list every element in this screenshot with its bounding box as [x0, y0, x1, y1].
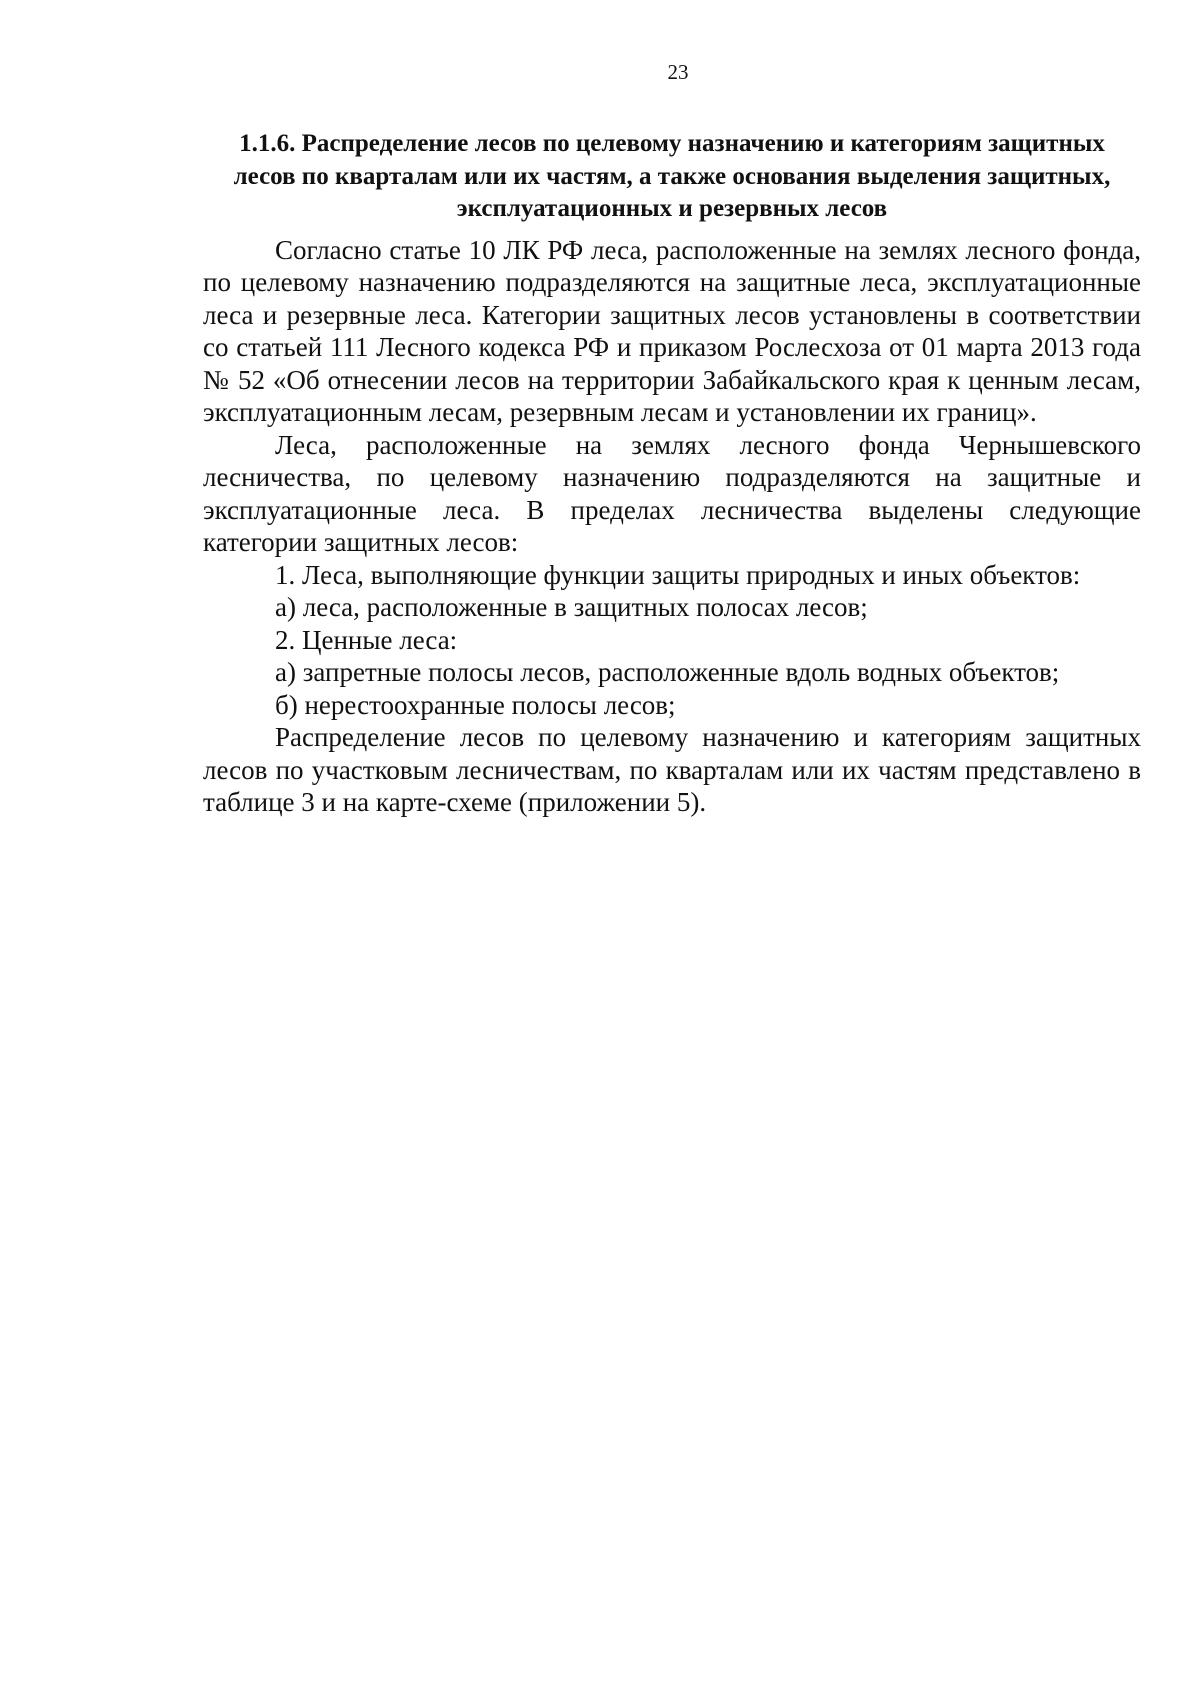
paragraph-distribution: Распределение лесов по целевому назначению и категориям защитных лесов по участковым лесничествам, по кварталам или их частям представлено в таблице 3 и на карте-схеме (приложении 5). — [203, 722, 1141, 817]
list-item: 2. Ценные леса: — [275, 624, 458, 655]
paragraph-forestry-categories: Леса, расположенные на землях лесного фонда Чернышевского лесничества, по целевому назначению подразделяются на защитные и эксплуатационные леса. В пределах лесничества выделены следующие категории защитных лесов: — [203, 429, 1141, 557]
list-item: б) нерестоохранные полосы лесов; — [275, 689, 676, 720]
list-item: а) леса, расположенные в защитных полосах лесов; — [275, 592, 868, 622]
section-heading: 1.1.6. Распределение лесов по целевому назначению и категориям защитных лесов по кварталам или их частям, а также основания выделения защитных, эксплуатационных и резервных лесов — [233, 130, 1111, 222]
paragraph-legal-basis: Согласно статье 10 ЛК РФ леса, расположенные на землях лесного фонда, по целевому назначению подразделяются на защитные леса, эксплуатационные леса и резервные леса. Категории защитных лесов установлены в соответствии со статьей 111 Лесного кодекса РФ и приказом Рослесхоза от 01 марта 2013 года № 52 «Об отнесении лесов на территории Забайкальского края к ценным лесам, эксплуатационным лесам, резервным лесам и установлении их границ». — [203, 234, 1141, 427]
list-item: а) запретные полосы лесов, расположенные вдоль водных объектов; — [275, 657, 1060, 687]
document-body — [203, 128, 1141, 819]
list-item: 1. Леса, выполняющие функции защиты природных и иных объектов: — [275, 559, 1081, 590]
page-number: 23 — [667, 60, 689, 84]
